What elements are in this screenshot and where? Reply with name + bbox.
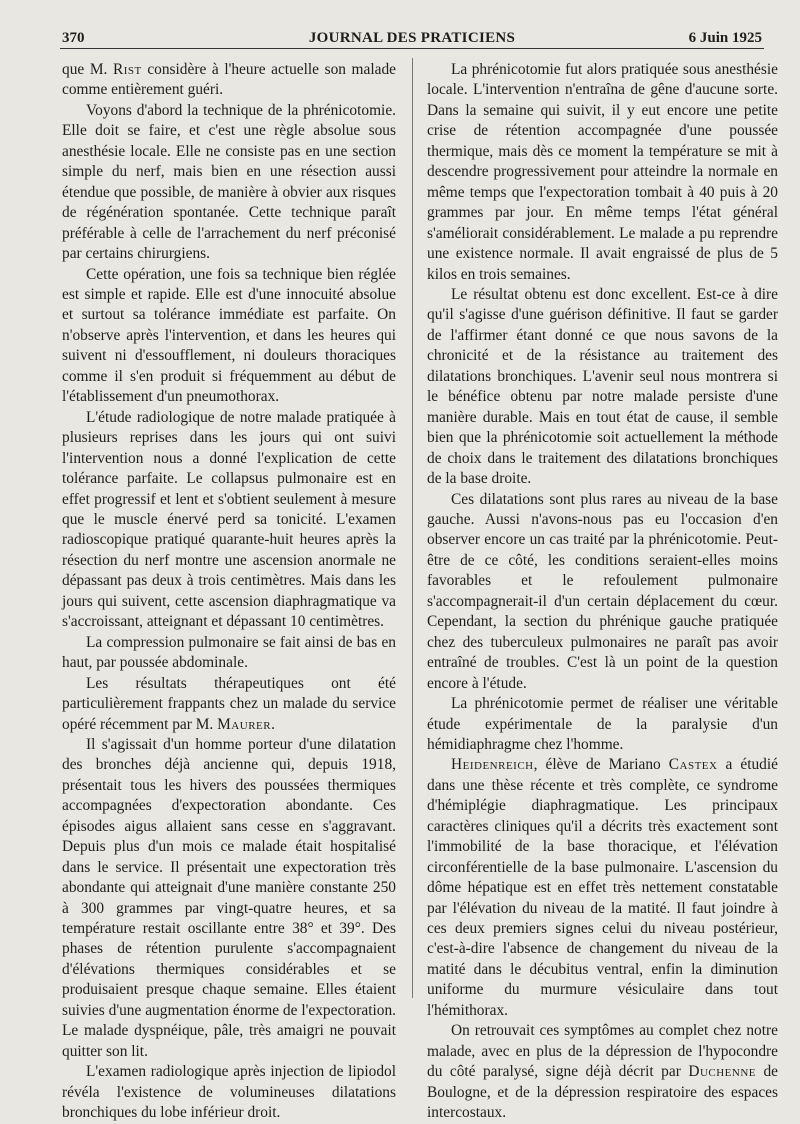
author-name: Duchenne bbox=[688, 1063, 756, 1081]
header-rule bbox=[60, 48, 764, 49]
author-name: Maurer bbox=[217, 715, 272, 733]
paragraph: Heidenreich, élève de Mariano Castex a étudié dans une thèse récente et très complète, ce syndrome d'hémiplégie diaphragmatique. Les principaux caractères cliniques qu'il a décrits très exactement sont l'immobilité de la base thoracique, et l'élévation circonférentielle de la base pulmonaire. L'ascension du dôme hépatique est en effet très nettement constatable par l'élévation du niveau de la matité. Il faut joindre à ces deux premiers signes celui du niveau postérieur, c'est-à-dire l'absence de changement du niveau de la matité dans le décubitus ventral, enfin la diminution uniforme du murmure vésiculaire dans tout l'hémithorax. bbox=[427, 756, 778, 1019]
paragraph: Il s'agissait d'un homme porteur d'une dilatation des bronches déjà ancienne qui, depuis 1918, présentait tous les hivers des poussées thermiques accompagnées d'expectoration abondante. Ces épisodes aigus allaient sans cesse en s'aggravant. Depuis plus d'un mois ce malade était hospitalisé dans le service. Il présentait une expectoration très abondante qui atteignait d'une manière constante 250 à 300 grammes par vingt-quatre heures, et sa température restait oscillante entre 38° et 39°. Des phases de rétention purulente s'accompagnaient d'élévations thermiques considérables et se produisaient presque chaque semaine. Elles étaient suivies d'une augmentation énorme de l'expectoration. Le malade dyspnéique, pâle, très amaigri ne pouvait quitter son lit. bbox=[62, 735, 396, 1060]
paragraph: L'étude radiologique de notre malade pratiquée à plusieurs reprises dans les jours qui ont suivi l'intervention nous a donné l'explication de cette tolérance parfaite. Le collapsus pulmonaire est en effet progressif et lent et s'obtient seulement à mesure que le muscle énervé perd sa tonicité. L'examen radioscopique pratiqué quarante-huit heures après la résection du nerf montre une ascension anormale ne dépassant pas deux à trois centimètres. Mais dans les jours qui suivent, cette ascension diaphragmatique va s'accroissant, atteignant et dépassant 10 centimètres. bbox=[62, 408, 396, 631]
paragraph: La compression pulmonaire se fait ainsi de bas en haut, par poussée abdominale. bbox=[62, 633, 396, 672]
left-column bbox=[62, 60, 396, 1124]
paragraph: Voyons d'abord la technique de la phrénicotomie. Elle doit se faire, et c'est une règle absolue sous anesthésie locale. Elle ne consiste pas en une section simple du nerf, mais bien en une résection aussi étendue que possible, de manière à obvier aux risques de régénération spontanée. Cette technique paraît préférable à celle de l'arrachement du nerf préconisé par certains chirurgiens. bbox=[62, 101, 396, 263]
paragraph: La phrénicotomie fut alors pratiquée sous anesthésie locale. L'intervention n'entraîna de gêne d'aucune sorte. Dans la semaine qui suivit, il y eut encore une petite crise de rétention accompagnée d'une poussée thermique, mais dès ce moment la température se mit à descendre progressivement pour atteindre la normale en même temps que l'expectoration tombait à 40 puis à 20 grammes par jour. En même temps l'état général s'améliorait considérablement. Le malade a pu reprendre une existence normale. Il avait engraissé de plus de 5 kilos en trois semaines. bbox=[427, 61, 778, 283]
column-divider bbox=[412, 58, 413, 998]
author-name: Heidenreich bbox=[451, 756, 534, 774]
author-name: Rist bbox=[112, 61, 142, 78]
paragraph: Le résultat obtenu est donc excellent. Est-ce à dire qu'il s'agisse d'une guérison définitive. Il faut se garder de l'affirmer étant donné ce que nous savons de la chronicité et de la résistance au traitement des dilatations bronchiques. L'avenir seul nous montrera si le bénéfice obtenu par notre malade persiste d'une manière durable. Mais en tout état de cause, il semble bien que la phrénicotomie soit actuellement la méthode de choix dans le traitement des dilatations bronchiques de la base droite. bbox=[427, 285, 778, 488]
paragraph: Les résultats thérapeutiques ont été particulièrement frappants chez un malade du service opéré récemment par M. Maurer. bbox=[62, 674, 396, 733]
paragraph: L'examen radiologique après injection de lipiodol révéla l'existence de volumineuses dilatations bronchiques du lobe inférieur droit. bbox=[62, 1063, 396, 1122]
paragraph: que M. Rist considère à l'heure actuelle son malade comme entièrement guéri. bbox=[62, 61, 396, 99]
paragraph: On retrouvait ces symptômes au complet chez notre malade, avec en plus de la dépression de l'hypocondre du côté paralysé, signe déjà décrit par Duchenne de Boulogne, et de la dépression respiratoire des espaces intercostaux. bbox=[427, 1022, 779, 1122]
page-number: 370 bbox=[62, 30, 85, 46]
journal-title: JOURNAL DES PRATICIENS bbox=[308, 30, 516, 46]
paragraph: La phrénicotomie permet de réaliser une véritable étude expérimentale de la paralysie d'un hémidiaphragme chez l'homme. bbox=[427, 695, 778, 753]
paragraph: Ces dilatations sont plus rares au niveau de la base gauche. Aussi n'avons-nous pas eu l'occasion d'en observer encore un cas traité par la phrénicotomie. Peut-être de ce côté, les conditions seraient-elles moins favorables et le refoulement pulmonaire s'accompagnerait-il d'un certain déplacement du cœur. Cependant, la section du phrénique gauche pratiquée chez des tuberculeux pulmonaires ne paraît pas avoir entraîné de troubles. C'est là un point de la question encore à l'étude. bbox=[427, 490, 778, 692]
paragraph: Cette opération, une fois sa technique bien réglée est simple et rapide. Elle est d'une innocuité absolue et surtout sa tolérance immédiate est parfaite. On n'observe après l'intervention, et dans les heures qui suivent ni d'essoufflement, ni douleurs thoraciques comme il s'en produit si fréquemment au début de l'établissement d'un pneumothorax. bbox=[62, 265, 396, 406]
author-name: Castex bbox=[668, 756, 718, 774]
right-column bbox=[427, 60, 778, 1124]
issue-date: 6 Juin 1925 bbox=[688, 30, 762, 46]
